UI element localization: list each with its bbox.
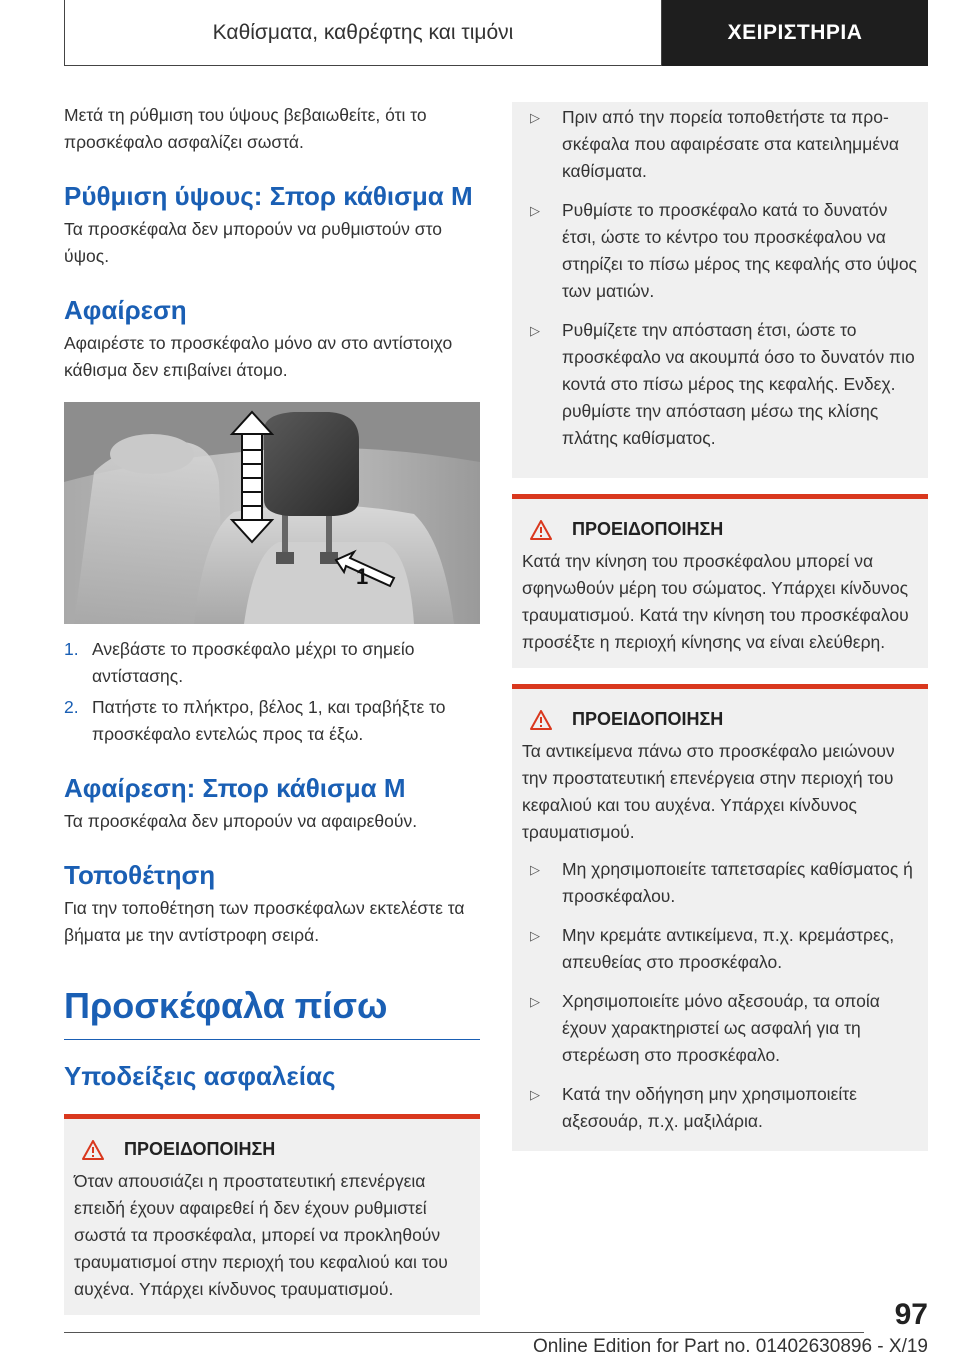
paragraph-installation: Για την τοποθέτηση των προσκέφαλων εκτελέστε τα βήματα με την αντίστροφη σειρά.: [64, 898, 465, 945]
bullet-text: Ρυθμίζετε την απόσταση έτσι, ώστε το προσκέφαλο να ακουμπά όσο το δυνατόν πιο κοντά στο πίσω μέρος της κεφαλής. Ενδεχ. ρυθμίστε την απόσταση μέσω της κλίσης πλάτης καθίσματος.: [562, 320, 915, 448]
left-column: [64, 102, 480, 1315]
bullet-triangle-icon: ▷: [530, 110, 540, 125]
list-item: [64, 636, 480, 690]
heading-installation: Τοποθέτηση: [64, 860, 216, 890]
list-item: [522, 197, 918, 305]
bullet-text: Ρυθμίστε το προσκέφαλο κατά το δυνατόν έτσι, ώστε το κέντρο του προσκέφαλου να στηρίζει το πίσω μέρος της κεφαλής στο ύψος των ματιών.: [562, 200, 917, 301]
warning-header: [522, 709, 918, 730]
warning-text: Τα αντικείμενα πάνω στο προσκέφαλο μειώνουν την προστατευτική επενέργεια στην περιοχή του κεφαλιού και του αυχένα. Υπάρχει κίνδυνος τραυματισμού.: [522, 741, 895, 842]
warning-bullet-list: [522, 856, 918, 1135]
warning-triangle-icon: [82, 1140, 104, 1160]
bullet-triangle-icon: ▷: [530, 1087, 540, 1102]
bullet-triangle-icon: ▷: [530, 862, 540, 877]
bullet-text: Κατά την οδήγηση μην χρησιμοποιείτε αξεσουάρ, π.χ. μαξιλάρια.: [562, 1084, 857, 1131]
bullet-triangle-icon: ▷: [530, 928, 540, 943]
list-item: [522, 856, 918, 910]
warning-header: [74, 1139, 470, 1160]
warning-label: ΠΡΟΕΙΔΟΠΟΙΗΣΗ: [572, 519, 724, 539]
list-item: [522, 1081, 918, 1135]
guidance-list: [522, 104, 918, 452]
removal-steps: [64, 636, 480, 748]
heading-removal: Αφαίρεση: [64, 295, 187, 325]
bullet-text: Μην κρεμάτε αντικείμενα, π.χ. κρεμάστρες, απευθείας στο προσκέφαλο.: [562, 925, 895, 972]
list-item: [522, 104, 918, 185]
footer-divider: [64, 1332, 864, 1333]
figure-callout-1: 1: [356, 564, 369, 589]
heading-height-sport-seat: Ρύθμιση ύψους: Σπορ κάθισμα M: [64, 181, 473, 211]
warning-box-missing-headrest: [64, 1114, 480, 1315]
headrest-illustration: [64, 402, 480, 624]
intro-paragraph: Μετά τη ρύθμιση του ύψους βεβαιωθείτε, ότι το προσκέφαλο ασφαλίζει σωστά.: [64, 105, 427, 152]
footer-edition: Online Edition for Part no. 01402630896 - X/19: [532, 1336, 928, 1357]
warning-box-objects: [512, 684, 928, 1151]
list-item: [522, 922, 918, 976]
paragraph-removal-sport-seat: Τα προσκέφαλα δεν μπορούν να αφαιρεθούν.: [64, 811, 418, 831]
warning-label: ΠΡΟΕΙΔΟΠΟΙΗΣΗ: [124, 1139, 276, 1159]
guidance-box: [512, 102, 928, 478]
bullet-text: Πριν από την πορεία τοποθετήστε τα προσκέφαλα που αφαιρέσατε στα κατειλημμένα καθίσματα.: [562, 107, 900, 181]
paragraph-height-sport-seat: Τα προσκέφαλα δεν μπορούν να ρυθμιστούν στο ύψος.: [64, 219, 442, 266]
bullet-triangle-icon: ▷: [530, 323, 540, 338]
step-number: 1.: [64, 639, 79, 659]
headrest-figure: [64, 402, 480, 624]
warning-label: ΠΡΟΕΙΔΟΠΟΙΗΣΗ: [572, 709, 724, 729]
heading-removal-sport-seat: Αφαίρεση: Σπορ κάθισμα M: [64, 773, 406, 803]
list-item: [64, 694, 480, 748]
warning-header: [522, 519, 918, 540]
section-tab[interactable]: ΧΕΙΡΙΣΤΗΡΙΑ: [662, 0, 928, 66]
heading-safety-notes: Υποδείξεις ασφαλείας: [64, 1061, 336, 1091]
bullet-text: Χρησιμοποιείτε μόνο αξεσουάρ, τα οποία έχουν χαρακτηριστεί ως ασφαλή για τη στερέωση στο προσκέφαλο.: [562, 991, 880, 1065]
bullet-text: Μη χρησιμοποιείτε ταπετσαρίες καθίσματος ή προσκέφαλου.: [562, 859, 913, 906]
warning-triangle-icon: [530, 520, 552, 540]
warning-text: Όταν απουσιάζει η προστατευτική επενέργεια επειδή έχουν αφαιρεθεί ή δεν έχουν ρυθμιστεί σωστά τα προσκέφαλα, μπορεί να προκληθούν τραυματισμοί στην περιοχή του κεφαλιού και του αυχένα. Υπάρχει κίνδυνος τραυματισμού.: [74, 1171, 448, 1299]
heading-rear-headrests: Προσκέφαλα πίσω: [64, 983, 480, 1040]
bullet-triangle-icon: ▷: [530, 994, 540, 1009]
page-header: [64, 0, 928, 66]
warning-text: Κατά την κίνηση του προσκέφαλου μπορεί να σφηνωθούν μέρη του σώματος. Υπάρχει κίνδυνος τραυματισμού. Κατά την κίνηση του προσκέφαλου προσέξτε η περιοχή κίνησης να είναι ελεύθερη.: [522, 551, 909, 652]
step-text: Ανεβάστε το προσκέφαλο μέχρι το σημείο αντίστασης.: [92, 639, 415, 686]
list-item: [522, 988, 918, 1069]
step-number: 2.: [64, 697, 79, 717]
step-text: Πατήστε το πλήκτρο, βέλος 1, και τραβήξτε το προσκέφαλο εντελώς προς τα έξω.: [92, 697, 446, 744]
warning-box-pinching: [512, 494, 928, 668]
chapter-title: Καθίσματα, καθρέφτης και τιμόνι: [64, 0, 662, 66]
warning-triangle-icon: [530, 710, 552, 730]
right-column: [512, 102, 928, 1151]
page-number: 97: [894, 1298, 928, 1331]
list-item: [522, 317, 918, 452]
bullet-triangle-icon: ▷: [530, 203, 540, 218]
paragraph-removal: Αφαιρέστε το προσκέφαλο μόνο αν στο αντίστοιχο κάθισμα δεν επιβαίνει άτομο.: [64, 333, 453, 380]
